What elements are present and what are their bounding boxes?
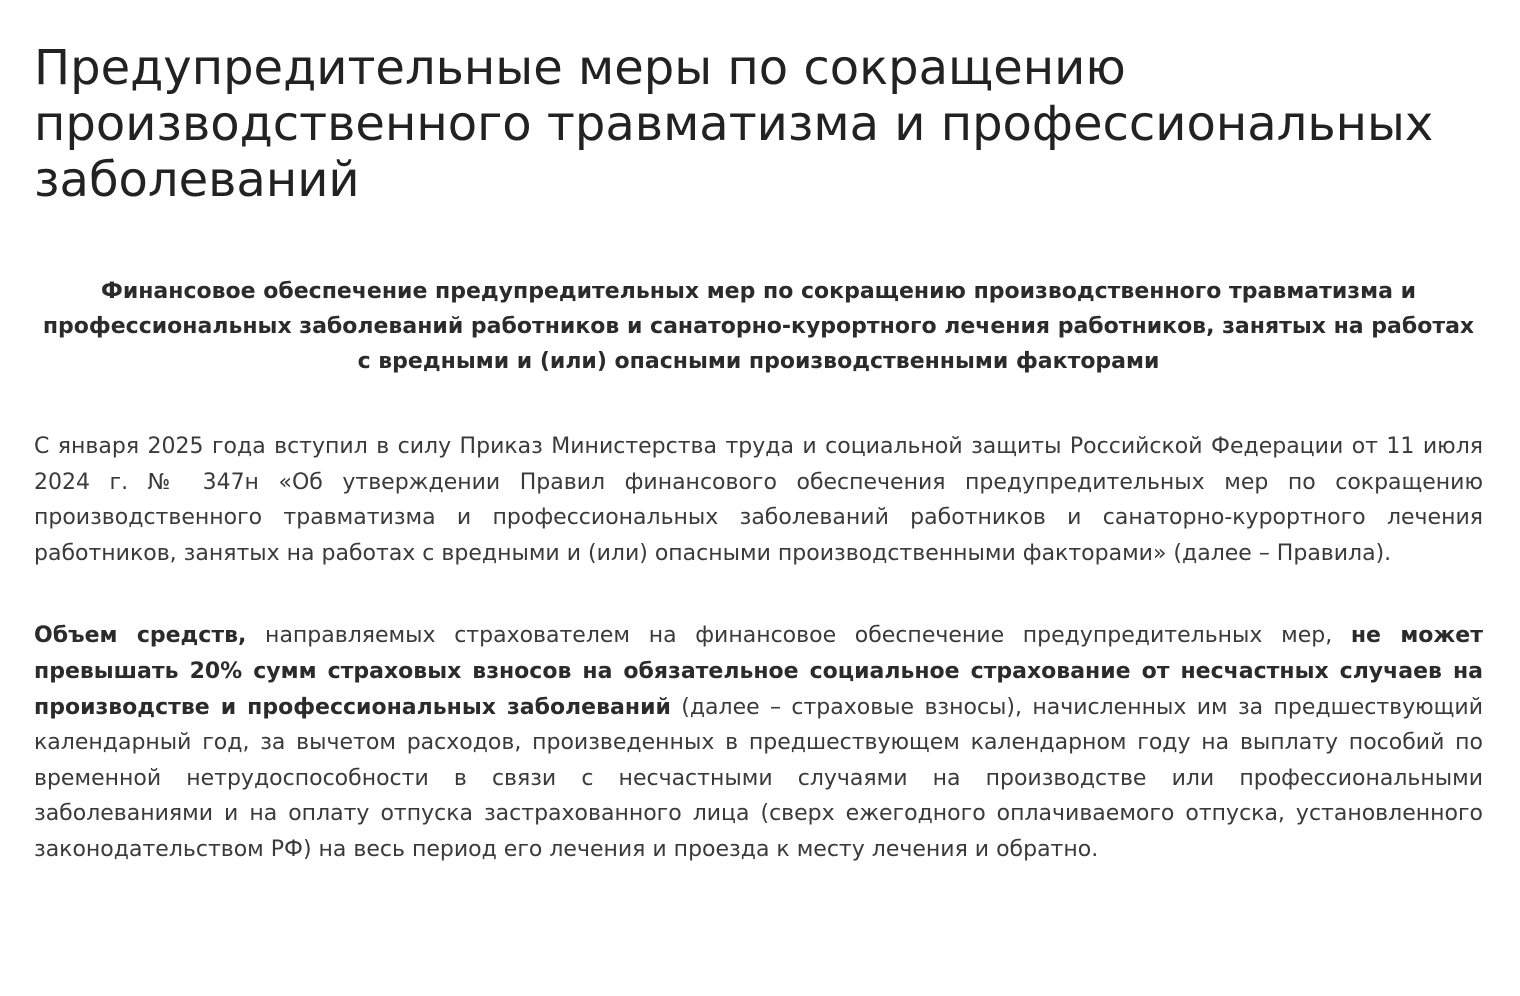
article [34, 40, 1483, 868]
bold-limit-text: не может превышать 20% сумм страховых взносов на обязательное социальное страхование от несчастных случаев на производстве и профессиональных заболеваний [34, 623, 1483, 720]
page-title: Предупредительные меры по сокращению производственного травматизма и профессиональных заболеваний [34, 40, 1434, 208]
paragraph-funding-limit [34, 618, 1483, 867]
paragraph-text-a: направляемых страхователем на финансовое обеспечение предупредительных мер, [246, 623, 1351, 649]
paragraph-order-info: С января 2025 года вступил в силу Приказ Министерства труда и социальной защиты Российской Федерации от 11 июля 2024 г. № 347н «Об утверждении Правил финансового обеспечения предупредительных мер по сокращению производственного травматизма и профессиональных заболеваний работников и санаторно-курортного лечения работников, занятых на работах с вредными и (или) опасными производственными факторами» (далее – Правила). [34, 434, 1483, 566]
paragraph-text-b: (далее – страховые взносы), начисленных им за предшествующий календарный год, за вычетом расходов, произведенных в предшествующем календарном году на выплату пособий по временной нетрудоспособности в связи с несчастными случаями на производстве или профессиональными заболеваниями и на оплату отпуска застрахованного лица (сверх ежегодного оплачиваемого отпуска, установленного законодательством РФ) на весь период его лечения и проезда к месту лечения и обратно. [34, 694, 1483, 862]
bold-lead-text: Объем средств, [34, 623, 247, 649]
section-subtitle: Финансовое обеспечение предупредительных мер по сокращению производственного травматизма и профессиональных заболеваний работников и санаторно-курортного лечения работников, занятых на работах с вредными и (или) опасными производственными факторами [42, 279, 1475, 374]
